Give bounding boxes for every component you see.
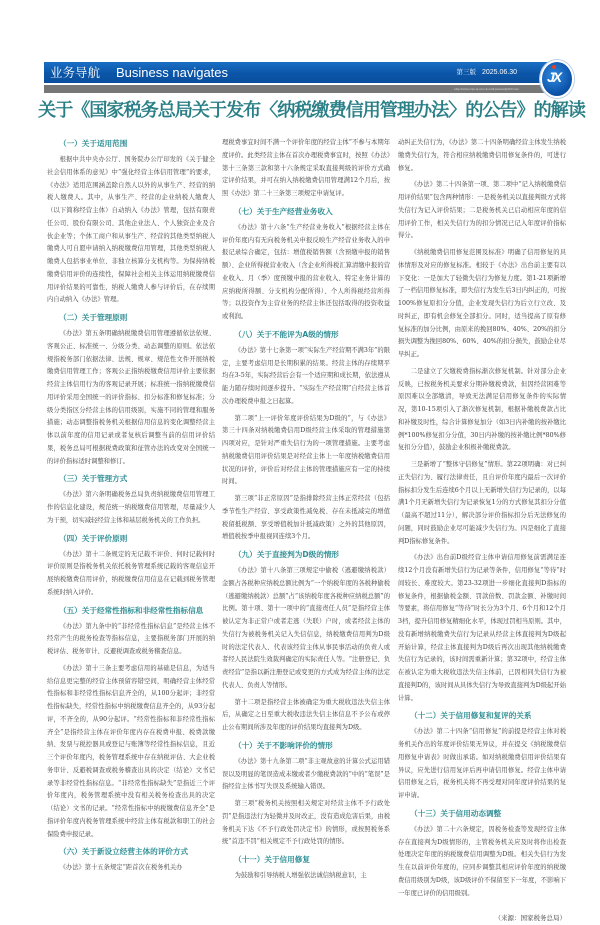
article-source: （来源：国家税务总局） xyxy=(494,914,566,923)
section-heading: （十二）关于信用修复和复评的关系 xyxy=(410,711,532,721)
section-heading: （二）关于管理原则 xyxy=(59,313,128,322)
body-paragraph: 《办法》第十二条规定的无记载不评价、何时记载何时评价原则是指税务机关依托税务管理系统记载的客观信息开展纳税缴费信用评价，纳税缴费信用信息在记载到税务管理系统时纳入评价。 xyxy=(47,550,215,596)
body-paragraph: 第十二项是指经营主体被确定为重大税收违法失信主体后，从确定之日至重大税收违法失信主体信息不予公布或停止公布期间所涉及年度的评价结果均直接判为D级。 xyxy=(222,698,390,731)
body-paragraph: 《办法》第十五条规定“距首次在税务机关办 xyxy=(59,864,183,872)
logo-text: JX xyxy=(547,69,561,85)
issue-date: 2025.06.30 xyxy=(481,69,517,76)
edition-info xyxy=(456,64,517,81)
section-heading: （八）关于不能评为A级的情形 xyxy=(234,329,339,339)
body-paragraph: 《办法》第六条明确税务总局负责纳税缴费信用管理工作的信息化建设，规范统一纳税缴费信用管理，尽量减少人为干预，切实减轻经营主体和基层税务机关的工作负担。 xyxy=(47,491,215,524)
body-paragraph: 根据中共中央办公厅、国务院办公厅印发的《关于健全社会信用体系的意见》中“强化经营主体信用管理”的要求，《办法》适用范围涵盖除自然人以外的从事生产、经营的纳税人缴费人。其中，从事生产、经营的企业纳税人缴费人（以下简称经营主体）自动纳入《办法》管理，包括有限责任公司、股份有限公司、其他企业法人、个人独资企业及合伙企业等；个体工商户和从事生产、经营的其他类型纳税人缴费人可自愿申请纳入纳税缴费信用管理，其他类型纳税人缴费人包括事业单位、非独立核算分支机构等。为保持纳税缴费信用评价的连续性，保障社会相关主体运用纳税缴费信用评价结果的可靠性，纳税人缴费人参与评价后，在存续期内自动纳入《办法》管理。 xyxy=(47,156,215,304)
body-paragraph: 《办法》出台前D级经营主体申请信用修复前需满足连续12个月没有新增失信行为记录等条件，信用修复“等待”时间较长、难度较大。第23-32项进一步细化直接判D指标的修复条件，根据偷税金额、罚款倍数、罚款金额、补缴时间等要素，将信用修复“等待”时长分为3个月、6个月和12个月3档，提升信用修复精细化水平，体现过罚相当原则。其中，没有新增纳税缴费失信行为记录从经营主体直接判为D级起开始计算，经营主体直接判为D级后再次出现其他纳税缴费失信行为记录的，该时间需重新计算；第32项中，经营主体在被认定为重大税收违法失信主体前，已因相同失信行为被直接判D的，该时间从具体失信行为导致直接判为D级起开始计算。 xyxy=(398,554,566,702)
body-paragraph: 《办法》第十九条第二项“非主观故意的计算公式运用错误以及明显的笔误造成未缴或者少缴税费款的”中的“笔误”是指经营主体书写失误及系统输入错误。 xyxy=(222,757,390,791)
body-paragraph: 《办法》第十七条第一项“实际生产经营期不满3年”的限定，主要考虑信用是长期积累的结果。经营主体的存续期平均在3-5年，实际经营后会有一个适应期和成长期，依法遵从能力随存续时间逐步提升。“实际生产经营期”自经营主体首次办理税费申报之日起算。 xyxy=(222,346,390,405)
edition-label: 第三版 xyxy=(456,68,476,76)
section-heading: （五）关于经常性指标和非经常性指标信息 xyxy=(59,605,204,615)
body-paragraph: 《办法》第二十四条“信用修复”的前提是经营主体对税务机关作出的年度评价结果无异议，并在提交《纳税缴费信用修复申请表》时做出承诺。如对纳税缴费信用评价结果有异议，应先进行信用复评后再申请信用修复。经营主体申请信用修复之后，税务机关将不再受理对同年度评价结果的复评申请。 xyxy=(398,728,566,799)
body-paragraph: 二是建立了欠缴税费指标渐次修复机制。针对部分企业反映，已按税务机关要求分期补缴税费款，但因经营困难等原因难以全部缴清，导致无法满足信用修复条件的实际情况，第10-15项引入了渐次修复机制，根据补缴税费款占比和补缴及时性，综合计算修复加分（如3日内补缴的按补缴比例*100%修复扣分分值，30日内补缴的按补缴比例*80%修复扣分分值），鼓励企业积极补缴税费款。 xyxy=(398,367,566,452)
section-heading: （十三）关于信用动态调整 xyxy=(410,808,502,818)
article-column-1 xyxy=(47,137,215,879)
section-heading: （四）关于评价原则 xyxy=(59,533,128,543)
body-paragraph: 《办法》第二十四条第一项、第二项中“记入纳税缴费信用评价结果”包含两种情形：一是税务机关以直接判级方式将失信行为记入评价结果；二是税务机关已启动相应年度的信用评价工作，相关失信行为的扣分情况已记入年度评价指标得分。 xyxy=(398,181,566,240)
body-paragraph: 第二项“上一评价年度评价结果为D级的”，与《办法》第三十四条对纳税缴费信用D级经营主体采取的管理措施第四项对应，是针对严重失信行为的一项管理措施。主要考虑纳税缴费信用评价结果是对经营主体上一年度纳税缴费信用状况的评价，评价后对经营主体的管理措施应有一定的持续时间。 xyxy=(222,414,390,486)
article-title: 关于《国家税务总局关于发布〈纳税缴费信用管理办法〉的公告》的解读 xyxy=(38,100,585,121)
body-paragraph: 《办法》第五条明确纳税缴费信用管理遵循依法依规、客观公正、标准统一、分级分类、动态调整的原则。依法依规指税务部门依据法律、法规、规章、规范性文件开展纳税缴费信用管理工作；客观公正指纳税缴费信用评价主要依据经营主体信用行为的客观记录开展；标准统一指纳税缴费信用评价采用全国统一的评价指标、扣分标准和修复标准；分级分类指区分经营主体的信用级别，实施不同的管理和服务措施；动态调整指税务机关根据信用信息的变化调整经营主体以前年度的信用记录或者复核后调整当前的信用评价结果，税务总局可根据税费政策和征管办法的改变对全国统一的评价指标适时调整和修订。 xyxy=(47,330,215,465)
section-heading: （一）关于适用范围 xyxy=(59,139,128,148)
body-paragraph: 《办法》第九条中的“非经常性指标信息”是经营主体不经常产生的税务检查等指标信息，主要指税务部门开展的纳税评估、税务审计、反避税调查或税务稽查信息。 xyxy=(47,622,215,655)
body-paragraph: 《纳税缴费信用修复范围及标准》明确了信用修复的具体情形及对应的修复标准。相较于《办法》出台前主要有以下变化：一是加大了轻微失信行为修复力度。第1-21项新增了一档信用修复标准，即失信行为发生后3日内纠正的，可按100%修复原扣分分值，企业发现失信行为后立行立改、及时纠正，即有机会修复全部扣分。同时，适当提高了原有修复标准的加分比例，由原来的挽回80%、40%、20%的扣分损失调整为挽回80%、60%、40%的扣分损失，鼓励企业尽早纠正。 xyxy=(398,249,566,358)
section-heading: （六）关于新设立经营主体的评价方式 xyxy=(59,847,189,857)
body-paragraph: 《办法》第十六条“生产经营业务收入”根据经营主体在评价年度内有无向税务机关申报反映生产经营业务收入的申报记录综合确定，包括：增值税销售额（含预缴申报的销售额）、企业所得税营业收入（含企业所得税汇算清缴申报的营业收入、月（季）度预缴申报的营业收入、特定业务计算的应纳税所得额、分支机构分配所得）、个人所得税经营所得等；以投资作为主营业务的经营主体还包括取得的投资收益或利润。 xyxy=(222,223,390,320)
body-paragraph: 理税费事宜时间不满一个评价年度的经营主体”不参与本期年度评价。此类经营主体在首次办理税费事宜时，按照《办法》第十三条第三款和第十六条规定采取直接判级的评价方式确定评价结果，并可在纳入纳税缴费信用管理满12个月后，按照《办法》第二十三条第三项规定申请复评。 xyxy=(222,139,390,197)
body-paragraph: 三是新增了“整体守信修复”情形。第22项明确：对已纠正失信行为、履行法律责任，且自评价年度内最后一次评价指标扣分发生后连续6个月以上无新增失信行为记录的，以每满1个月无新增失信行为记录恢复1分的方式修复其扣分分值（最高不超过11分），解决部分评价指标扣分后无法修复的问题，同时鼓励企业尽可能减少失信行为。四是细化了直接判D指标修复条件。 xyxy=(398,461,566,545)
body-paragraph: 动纠正失信行为，《办法》第二十四条明确经营主体发生纳税缴费失信行为，符合相应纳税缴费信用修复条件的，可进行修复。 xyxy=(398,139,566,172)
contact-info: Http://www.cnjx-ta.com E-mail:jxswsw@163.com xyxy=(454,87,519,91)
section-title-cn: 业务导航 xyxy=(50,65,101,80)
article-column-3 xyxy=(398,137,566,925)
body-paragraph: 第三项“税务机关按照相关规定对经营主体不予行政处罚”是指违法行为轻微并及时改正，没有造成危害后果，由税务机关下达《不予行政处罚决定书》的情形，或按照税务系统“首违不罚”相关规定不予行政处罚的情形。 xyxy=(222,800,390,846)
section-heading: （十）关于不影响评价的情形 xyxy=(234,740,333,750)
section-heading: （三）关于管理方式 xyxy=(59,474,128,484)
body-paragraph: 第三项“非正常原因”是指排除经营主体正常经营（包括季节性生产经营、享受政策性减免税、存在未抵减完的增值税留抵税额、享受增值税加计抵减政策）之外的其他原因，增值税按季申报视同连续3个月。 xyxy=(222,495,390,541)
section-title xyxy=(50,63,228,82)
body-paragraph: 为鼓励和引导纳税人增强依法诚信纳税意识，主 xyxy=(234,872,367,879)
body-paragraph: 《办法》第十八条第三项规定中偷税（逃避缴纳税款）金额占各税种应纳税总额比例为“一个纳税年度的各税种偷税（逃避缴纳税款）总额”占“该纳税年度各税种应纳税总额”的比例。第十项、第十一项中的“直接责任人员”是指经营主体被认定为非正常户或者走逃（失联）户时，或者经营主体的失信行为被税务机关记入失信信息，纳税缴费信用判为D级时的法定代表人、代表该经营主体从事民事活动的负责人或者经人民法院生效裁判确定的实际责任人等。“注册登记、负责经营”是指以新注册登记或变更的方式成为经营主体的法定代表人、负责人等情形。 xyxy=(222,567,390,689)
section-title-en: Business navigates xyxy=(116,65,229,80)
contact-bar xyxy=(44,85,549,93)
section-heading: （七）关于生产经营业务收入 xyxy=(234,206,333,216)
body-paragraph: 《办法》第十三条主要考虑信用的基础是信息，为适当给信息更完整的经营主体预留容错空间，明确经营主体经常性指标和非经常性指标信息齐全的，从100分起评；非经常性指标缺失，经常性指标中纳税缴费信息齐全的，从93分起评，不齐全的，从90分起评。“经常性指标和非经常性指标齐全”是指经营主体在评价年度内存在税费申报、税费款缴纳、发票与税控器具或登记与账簿等经常性指标信息，且近三个评价年度内，税务管理系统中存在纳税评估、大企业税务审计、反避税调查或税务稽查出具的决定（结论）文书记录等非经常性指标信息。“非经常性指标缺失”是指近三个评价年度内，税务管理系统中没有相关税务检查出具的决定（结论）文书的记录。“经常性指标中纳税缴费信息齐全”是指评价年度内税务管理系统中经营主体有税款和职工的社会保险费申报记录。 xyxy=(47,664,215,838)
article-column-2 xyxy=(222,137,390,887)
body-paragraph: 《办法》第二十六条规定，因税务检查等发现经营主体存在直接判为D级情形的，主管税务机关应及时将作出检查处理决定年度的纳税缴费信用调整为D级。相关失信行为发生在以前评价年度的，应同步调整其相应评价年度的纳税缴费信用级别为D级，该D级评价不保留至下一年度，不影响下一年度已评价的信用级别。 xyxy=(398,825,566,897)
publication-logo-icon xyxy=(540,60,574,98)
section-banner xyxy=(44,62,549,83)
section-heading: （十一）关于信用修复 xyxy=(234,855,310,864)
section-heading: （九）关于直接判为D级的情形 xyxy=(234,550,340,559)
